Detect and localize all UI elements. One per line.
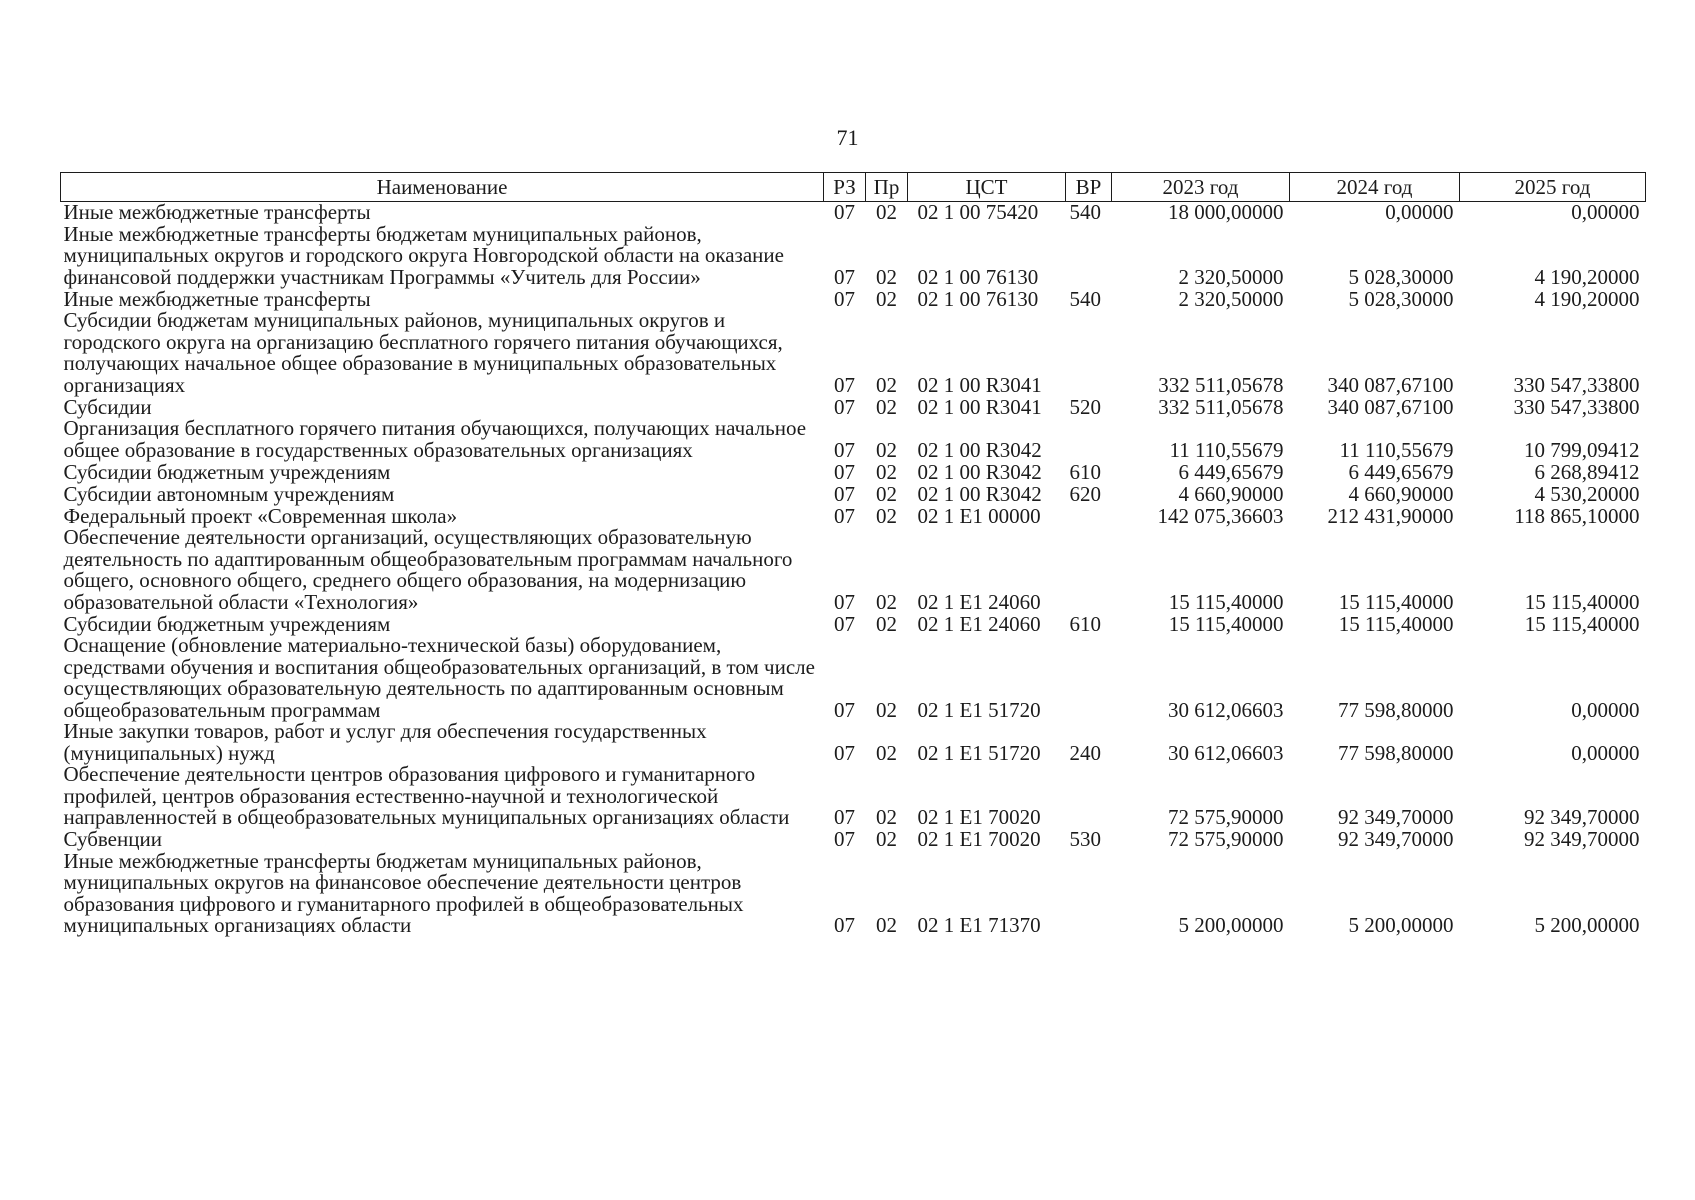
cell-cst: 02 1 00 R3041 (917, 372, 1042, 397)
cell-2023: 72 575,90000 (1168, 805, 1284, 829)
cell-cst: 02 1 00 R3042 (917, 481, 1042, 506)
cell-name: Организация бесплатного горячего питания обучающихся, получающих начальное общее образование в государственных образовательных организациях (63, 416, 807, 462)
header-2024: 2024 год (1290, 173, 1460, 202)
cell-2025: 0,00000 (1571, 740, 1640, 765)
cell-2025: 4 190,20000 (1534, 286, 1640, 311)
cell-vr (1066, 310, 1112, 396)
cell-2024: 5 028,30000 (1348, 264, 1454, 289)
cell-2025: 0,00000 (1571, 697, 1640, 722)
cell-pr: 02 (876, 200, 897, 224)
cell-2024: 11 110,55679 (1339, 437, 1454, 462)
table-row (61, 310, 1646, 396)
table-row (61, 483, 1646, 505)
cell-2023: 142 075,36603 (1157, 503, 1284, 528)
cell-2025: 0,00000 (1571, 200, 1640, 224)
cell-name: Оснащение (обновление материально-технической базы) оборудованием, средствами обучения и воспитания общеобразовательных организаций, в том числе осуществляющих образовательную деятельность по адаптированным основным общеобразовательным программам (63, 633, 815, 722)
cell-rz: 07 (834, 372, 855, 397)
cell-name: Иные межбюджетные трансферты (63, 200, 371, 224)
table-row (61, 418, 1646, 461)
cell-cst: 02 1 E1 71370 (917, 913, 1041, 937)
cell-name: Субсидии бюджетам муниципальных районов, муниципальных округов и городского округа на организацию бесплатного горячего питания обучающихся, получающих начальное общее образование в муниципальных образовательных организациях (63, 308, 783, 397)
cell-rz: 07 (834, 503, 855, 528)
cell-rz: 07 (834, 264, 855, 289)
cell-pr: 02 (876, 827, 897, 851)
cell-pr: 02 (876, 740, 897, 765)
cell-vr: 610 (1069, 611, 1101, 636)
cell-2025: 330 547,33800 (1513, 394, 1640, 419)
cell-2024: 340 087,67100 (1327, 394, 1454, 419)
cell-2025: 6 268,89412 (1534, 459, 1640, 484)
cell-rz: 07 (834, 913, 855, 937)
cell-rz: 07 (834, 459, 855, 484)
cell-2024: 5 028,30000 (1348, 286, 1454, 311)
header-name: Наименование (61, 173, 824, 202)
cell-name: Иные межбюджетные трансферты бюджетам муниципальных районов, муниципальных округов на финансовое обеспечение деятельности центров образования цифрового и гуманитарного профилей в общеобразовательных муниципальных организациях области (63, 848, 744, 937)
cell-2023: 5 200,00000 (1178, 913, 1284, 937)
cell-pr: 02 (876, 805, 897, 829)
cell-pr: 02 (876, 437, 897, 462)
cell-2025: 15 115,40000 (1524, 611, 1640, 636)
cell-pr: 02 (876, 286, 897, 311)
cell-rz: 07 (834, 589, 855, 614)
cell-cst: 02 1 00 R3041 (917, 394, 1042, 419)
cell-2024: 0,00000 (1385, 200, 1454, 224)
cell-cst: 02 1 00 76130 (917, 286, 1039, 311)
page-number: 71 (836, 125, 859, 150)
cell-name: Иные закупки товаров, работ и услуг для обеспечения государственных (муниципальных) нужд (63, 719, 707, 765)
cell-cst: 02 1 E1 51720 (917, 740, 1041, 765)
cell-name: Федеральный проект «Современная школа» (63, 503, 458, 528)
cell-vr: 240 (1069, 740, 1101, 765)
cell-2025: 92 349,70000 (1524, 805, 1640, 829)
cell-cst: 02 1 E1 24060 (917, 611, 1041, 636)
cell-2025: 92 349,70000 (1524, 827, 1640, 851)
table-row (61, 396, 1646, 418)
cell-2023: 332 511,05678 (1158, 394, 1284, 419)
cell-rz: 07 (834, 394, 855, 419)
cell-cst: 02 1 00 75420 (917, 200, 1039, 224)
cell-vr: 540 (1069, 200, 1101, 224)
cell-2023: 30 612,06603 (1168, 740, 1284, 765)
cell-2024: 5 200,00000 (1348, 913, 1454, 937)
cell-name: Субвенции (63, 827, 162, 851)
table-row (61, 613, 1646, 635)
cell-2024: 92 349,70000 (1338, 805, 1454, 829)
cell-cst: 02 1 E1 70020 (917, 805, 1041, 829)
header-rz: РЗ (824, 173, 866, 202)
cell-2025: 10 799,09412 (1524, 437, 1640, 462)
cell-name: Обеспечение деятельности центров образования цифрового и гуманитарного профилей, центров образования естественно-научной и технологической направленностей в общеобразовательных муниципальных организациях области (63, 762, 790, 829)
cell-pr: 02 (876, 394, 897, 419)
cell-vr: 530 (1069, 827, 1101, 851)
table-row (61, 461, 1646, 483)
cell-pr: 02 (876, 459, 897, 484)
table-body (61, 202, 1646, 937)
cell-pr: 02 (876, 589, 897, 614)
cell-name: Иные межбюджетные трансферты бюджетам муниципальных районов, муниципальных округов и городского округа Новгородской области на оказание финансовой поддержки участникам Программы «Учитель для России» (63, 221, 784, 289)
table-row (61, 829, 1646, 851)
cell-cst: 02 1 E1 24060 (917, 589, 1041, 614)
cell-2024: 77 598,80000 (1338, 697, 1454, 722)
cell-2025: 330 547,33800 (1513, 372, 1640, 397)
cell-pr: 02 (876, 372, 897, 397)
cell-2025: 15 115,40000 (1524, 589, 1640, 614)
cell-vr (1066, 224, 1112, 289)
cell-pr: 02 (876, 481, 897, 506)
cell-2023: 332 511,05678 (1158, 372, 1284, 397)
table-row (61, 505, 1646, 527)
cell-pr: 02 (876, 913, 897, 937)
cell-rz: 07 (834, 697, 855, 722)
cell-name: Субсидии автономным учреждениям (63, 481, 395, 506)
cell-2023: 2 320,50000 (1178, 286, 1284, 311)
cell-cst: 02 1 00 R3042 (917, 459, 1042, 484)
table-row (61, 202, 1646, 224)
cell-vr (1066, 418, 1112, 461)
cell-2023: 6 449,65679 (1178, 459, 1284, 484)
cell-rz: 07 (834, 827, 855, 851)
cell-pr: 02 (876, 611, 897, 636)
cell-2025: 5 200,00000 (1534, 913, 1640, 937)
cell-name: Обеспечение деятельности организаций, осуществляющих образовательную деятельность по адаптированным общеобразовательным программам начального общего, основного общего, среднего общего образования, на модернизацию образовательной области «Технология» (63, 525, 793, 614)
header-2023: 2023 год (1112, 173, 1290, 202)
cell-name: Иные межбюджетные трансферты (63, 286, 371, 311)
cell-rz: 07 (834, 611, 855, 636)
header-vr: ВР (1066, 173, 1112, 202)
cell-cst: 02 1 E1 51720 (917, 697, 1041, 722)
cell-name: Субсидии (63, 394, 152, 419)
cell-rz: 07 (834, 740, 855, 765)
cell-2024: 92 349,70000 (1338, 827, 1454, 851)
cell-2024: 212 431,90000 (1327, 503, 1454, 528)
cell-vr: 540 (1069, 286, 1101, 311)
table-header-row (61, 173, 1646, 202)
cell-rz: 07 (834, 805, 855, 829)
cell-2024: 6 449,65679 (1348, 459, 1454, 484)
cell-2023: 15 115,40000 (1168, 589, 1284, 614)
cell-pr: 02 (876, 697, 897, 722)
cell-2025: 4 190,20000 (1534, 264, 1640, 289)
cell-vr (1066, 527, 1112, 613)
cell-name: Субсидии бюджетным учреждениям (63, 611, 391, 636)
cell-2024: 15 115,40000 (1338, 611, 1454, 636)
cell-cst: 02 1 E1 70020 (917, 827, 1041, 851)
budget-table (60, 172, 1646, 937)
cell-vr (1066, 505, 1112, 527)
cell-name: Субсидии бюджетным учреждениям (63, 459, 391, 484)
cell-2024: 15 115,40000 (1338, 589, 1454, 614)
cell-vr (1066, 851, 1112, 937)
cell-vr: 610 (1069, 459, 1101, 484)
cell-2023: 4 660,90000 (1178, 481, 1284, 506)
cell-2024: 4 660,90000 (1348, 481, 1454, 506)
cell-vr (1066, 764, 1112, 829)
cell-vr (1066, 635, 1112, 721)
table-row (61, 224, 1646, 289)
cell-2024: 77 598,80000 (1338, 740, 1454, 765)
table-row (61, 288, 1646, 310)
cell-pr: 02 (876, 264, 897, 289)
cell-2023: 2 320,50000 (1178, 264, 1284, 289)
cell-2023: 30 612,06603 (1168, 697, 1284, 722)
cell-2023: 15 115,40000 (1168, 611, 1284, 636)
cell-2024: 340 087,67100 (1327, 372, 1454, 397)
cell-vr: 520 (1069, 394, 1101, 419)
header-2025: 2025 год (1460, 173, 1646, 202)
cell-2023: 18 000,00000 (1168, 200, 1284, 224)
cell-cst: 02 1 00 R3042 (917, 437, 1042, 462)
table-row (61, 721, 1646, 764)
cell-2023: 72 575,90000 (1168, 827, 1284, 851)
cell-rz: 07 (834, 481, 855, 506)
table-row (61, 764, 1646, 829)
header-cst: ЦСТ (908, 173, 1066, 202)
cell-rz: 07 (834, 286, 855, 311)
cell-cst: 02 1 00 76130 (917, 264, 1039, 289)
table-row (61, 851, 1646, 937)
cell-2023: 11 110,55679 (1169, 437, 1284, 462)
cell-2025: 118 865,10000 (1514, 503, 1640, 528)
table-row (61, 635, 1646, 721)
table-row (61, 527, 1646, 613)
header-pr: Пр (866, 173, 908, 202)
cell-rz: 07 (834, 200, 855, 224)
cell-vr: 620 (1069, 481, 1101, 506)
cell-rz: 07 (834, 437, 855, 462)
cell-2025: 4 530,20000 (1534, 481, 1640, 506)
cell-cst: 02 1 E1 00000 (917, 503, 1041, 528)
cell-pr: 02 (876, 503, 897, 528)
